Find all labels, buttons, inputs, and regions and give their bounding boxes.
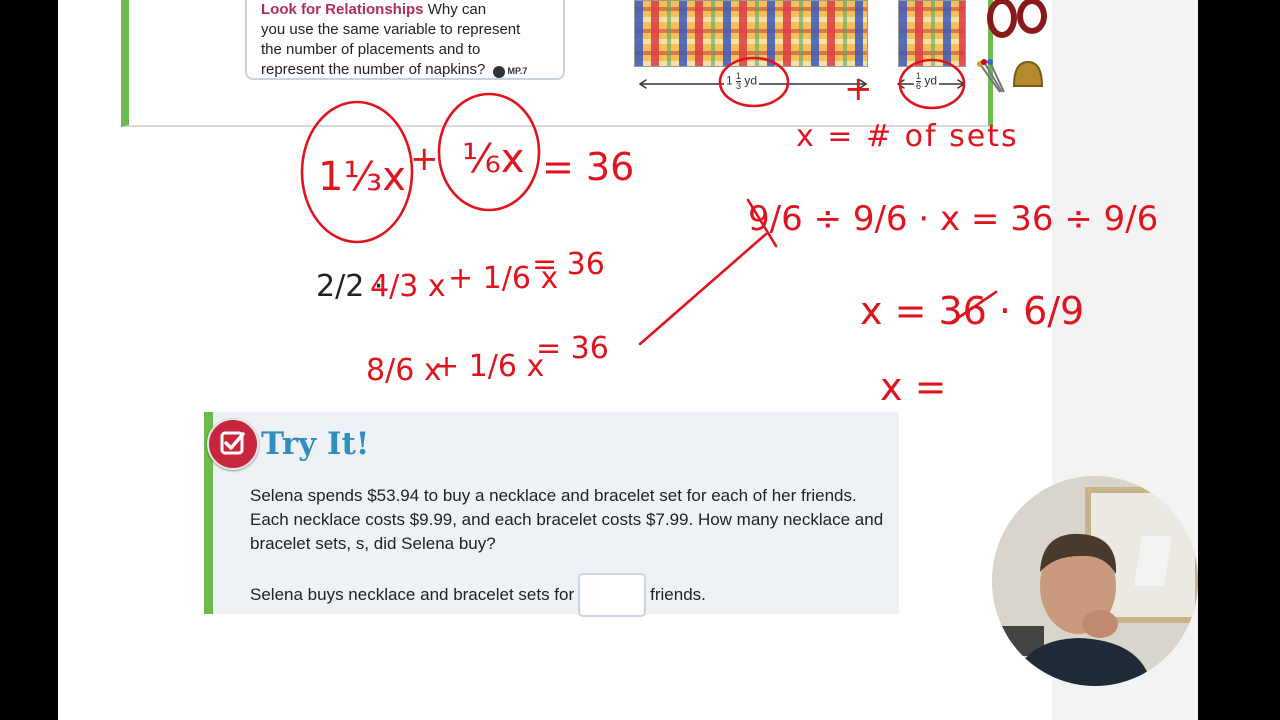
presenter-video [992,476,1198,686]
relationships-text-1: Why can [427,1,487,18]
eq1-term-a: 1⅓x [318,154,406,200]
eq3-rhs: = 36 [536,331,609,366]
circle-napkin-label [900,60,964,108]
eq1-term-b: ⅙x [462,136,525,182]
eq2-multiplier: 2/2 · [316,269,384,304]
napkin-length-label: $\frac{1}{6}$ yd [916,71,938,91]
eq2-term-b: + 1/6 x [448,261,559,296]
mp7-badge: MP.7 [493,61,527,81]
variable-definition: x = # of sets [796,119,1019,154]
webcam-overlay [992,476,1198,686]
relationships-text-2: you use the same variable to represent [261,21,521,38]
answer-prefix: Selena buys necklace and bracelet sets for [250,585,575,604]
relationships-text-4: represent the number of napkins? [261,61,486,78]
eq5: x = 36 · 6/9 [860,289,1085,333]
answer-input[interactable] [578,573,646,617]
eq2-term-a: 4/3 x [370,269,446,304]
placemat-length-label: 1 $\frac{1}{3}$ yd [726,71,758,91]
eq2-rhs: = 36 [532,247,605,282]
relationships-heading: Look for Relationships [261,1,424,18]
eq3-term-a: 8/6 x [366,353,442,388]
answer-suffix: friends. [650,585,706,604]
eq6: x = [880,365,947,409]
try-it-problem: Selena spends $53.94 to buy a necklace and bracelet set for each of her friends. Each necklace costs $9.99, and each bracelet costs $7.99. How many necklace and bracelet sets, s, did Selena buy? [250,486,884,553]
eq3-term-b: + 1/6 x [434,349,545,384]
eq4: 9/6 ÷ 9/6 · x = 36 ÷ 9/6 [748,199,1159,239]
eq1-op: + [410,139,439,179]
try-it-answer-line [250,573,706,617]
try-it-title: Try It! [261,426,370,462]
connector-line [640,234,766,344]
eq1-rhs: = 36 [542,145,635,189]
try-it-panel [204,412,899,614]
plus-between-labels: + [844,69,873,109]
relationships-text-3: the number of placements and to [261,41,481,58]
checkbox-icon [209,420,257,468]
checkmark-badge-icon [207,418,259,470]
circle-placemat-label [720,58,788,106]
